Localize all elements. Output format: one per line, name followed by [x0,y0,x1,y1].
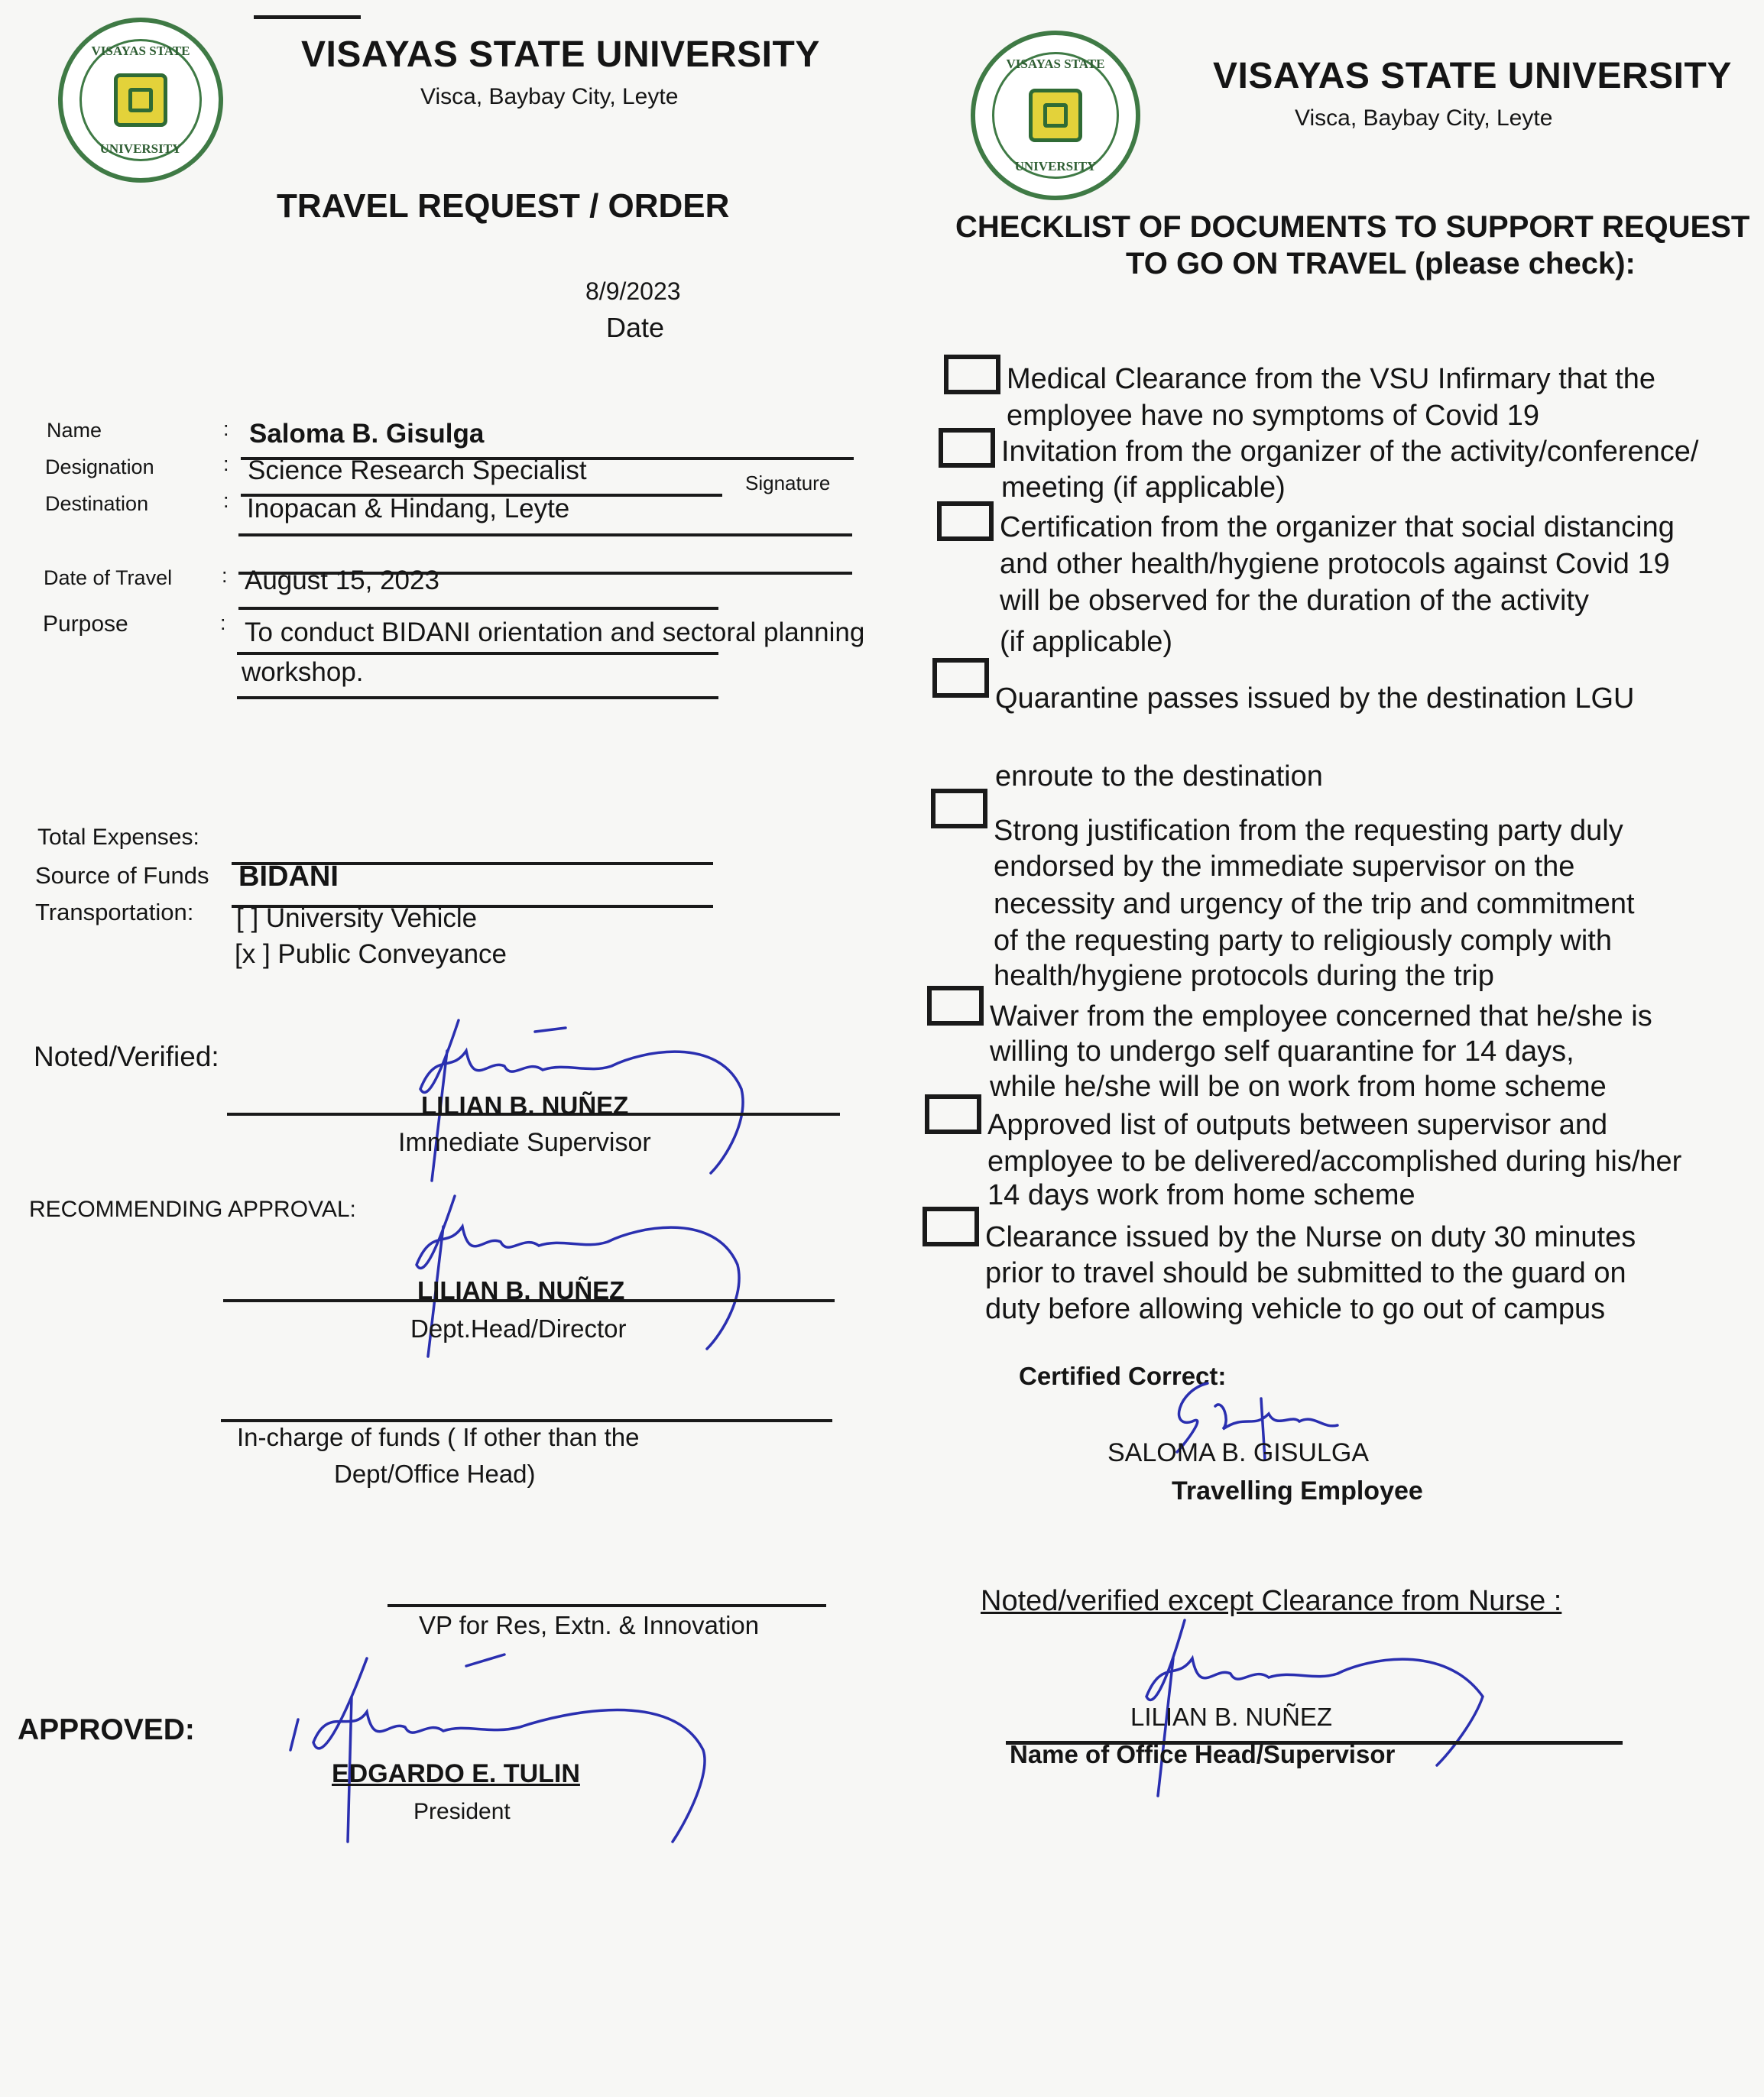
checklist-item-text: employee to be delivered/accomplished during his/her [987,1146,1682,1178]
date-of-travel-label: Date of Travel [44,566,173,589]
university-name: VISAYAS STATE UNIVERSITY [301,34,820,75]
designation-label: Designation [45,455,154,478]
destination-value: Inopacan & Hindang, Leyte [247,494,570,523]
recommending-title: Dept.Head/Director [410,1314,627,1343]
source-of-funds-value: BIDANI [238,861,339,893]
checklist-item-text: and other health/hygiene protocols against Covid 19 [1000,548,1670,580]
checklist-item-text: Strong justification from the requesting party duly [994,815,1623,847]
university-address: Visca, Baybay City, Leyte [1295,105,1553,131]
date-of-travel-underline [238,607,718,610]
checklist-item-text: Invitation from the organizer of the activity/conference/ [1001,436,1699,468]
checklist-item-text: duty before allowing vehicle to go out of campus [985,1293,1606,1325]
purpose-line-2: workshop. [242,657,364,687]
noted-verified-label: Noted/Verified: [34,1041,219,1072]
colon: : [223,452,229,475]
transportation-label: Transportation: [35,899,194,925]
checklist-item-text: Approved list of outputs between supervisor and [987,1109,1608,1141]
checklist-item-text: employee have no symptoms of Covid 19 [1007,400,1540,432]
certified-name: SALOMA B. GISULGA [1107,1438,1370,1467]
scan-mark [254,15,361,19]
checklist-title-line-1: CHECKLIST OF DOCUMENTS TO SUPPORT REQUEST [955,210,1750,244]
checklist-item-text: willing to undergo self quarantine for 14 days, [990,1036,1574,1068]
checklist-item-text: prior to travel should be submitted to the guard on [985,1257,1626,1289]
checklist-checkbox[interactable] [937,501,994,541]
incharge-line-1: In-charge of funds ( If other than the [237,1423,640,1451]
checklist-item-text: (if applicable) [1000,626,1172,658]
vp-signature-line [387,1604,826,1607]
date-of-travel-value: August 15, 2023 [245,566,439,595]
destination-label: Destination [45,492,149,515]
name-value: Saloma B. Gisulga [249,419,485,449]
checklist-checkbox[interactable] [927,986,984,1026]
vp-title: VP for Res, Extn. & Innovation [419,1611,760,1639]
checklist-title-line-2: TO GO ON TRAVEL (please check): [1126,247,1636,280]
checklist-item-text: meeting (if applicable) [1001,472,1286,504]
purpose-line-1: To conduct BIDANI orientation and sectoral planning [245,617,865,647]
certified-correct-label: Certified Correct: [1019,1362,1227,1390]
office-head-name: LILIAN B. NUÑEZ [1130,1703,1333,1731]
university-name: VISAYAS STATE UNIVERSITY [1213,56,1732,96]
recommending-name: LILIAN B. NUÑEZ [417,1276,625,1305]
checklist-item-text: endorsed by the immediate supervisor on the [994,851,1575,883]
incharge-line-2: Dept/Office Head) [334,1460,536,1488]
colon: : [220,611,226,634]
form-title: TRAVEL REQUEST / ORDER [277,187,730,225]
incharge-signature-line [221,1419,832,1422]
name-label: Name [47,419,102,442]
purpose-underline-2 [237,696,718,699]
noted-title: Immediate Supervisor [398,1128,651,1157]
checklist-item-text: will be observed for the duration of the activity [1000,585,1589,617]
colon: : [223,489,229,512]
checklist-checkbox[interactable] [923,1207,979,1246]
checklist-item-text: Medical Clearance from the VSU Infirmary that the [1007,363,1656,395]
approved-title: President [413,1799,511,1824]
signature-tulin [275,1643,734,1857]
checklist-item-text: Quarantine passes issued by the destination LGU [995,682,1635,715]
recommending-approval-label: RECOMMENDING APPROVAL: [29,1197,356,1222]
date-label: Date [606,312,665,343]
nurse-noted-label: Noted/verified except Clearance from Nurse : [981,1585,1562,1617]
checklist-checkbox[interactable] [931,789,987,828]
approved-label: APPROVED: [18,1713,195,1746]
checklist-item-text: Clearance issued by the Nurse on duty 30 minutes [985,1221,1636,1253]
purpose-label: Purpose [43,611,128,637]
signature-label: Signature [745,472,831,494]
designation-value: Science Research Specialist [248,455,587,485]
transport-option-public-conveyance[interactable]: [x ] Public Conveyance [235,939,507,969]
checklist-checkbox[interactable] [925,1094,981,1134]
checklist-item-text: 14 days work from home scheme [987,1179,1415,1211]
approved-name: EDGARDO E. TULIN [332,1759,580,1788]
noted-name: LILIAN B. NUÑEZ [421,1091,629,1120]
checklist-item-text: of the requesting party to religiously comply with [994,925,1612,957]
colon: : [222,564,228,587]
checklist-item-text: Certification from the organizer that social distancing [1000,511,1675,543]
checklist-item-text: Waiver from the employee concerned that he/she is [990,1000,1652,1032]
checklist-item-text: enroute to the destination [995,760,1323,792]
transport-option-university-vehicle[interactable]: [ ] University Vehicle [236,903,478,933]
date-value: 8/9/2023 [585,277,681,305]
checklist-item-text: while he/she will be on work from home scheme [990,1071,1607,1103]
checklist-checkbox[interactable] [939,428,995,468]
checklist-item-text: necessity and urgency of the trip and commitment [994,888,1635,920]
checklist-checkbox[interactable] [932,658,989,698]
source-of-funds-label: Source of Funds [35,862,209,889]
university-address: Visca, Baybay City, Leyte [420,84,679,109]
checklist-checkbox[interactable] [944,355,1000,394]
destination-underline [238,533,852,536]
office-head-title: Name of Office Head/Supervisor [1010,1740,1396,1768]
university-seal: VISAYAS STATE UNIVERSITY [58,18,223,183]
checklist-item-text: health/hygiene protocols during the trip [994,960,1494,992]
certified-title: Travelling Employee [1172,1476,1423,1505]
colon: : [223,417,229,440]
total-expenses-label: Total Expenses: [37,825,199,850]
purpose-underline-1 [237,652,718,655]
university-seal: VISAYAS STATE UNIVERSITY [971,31,1140,200]
